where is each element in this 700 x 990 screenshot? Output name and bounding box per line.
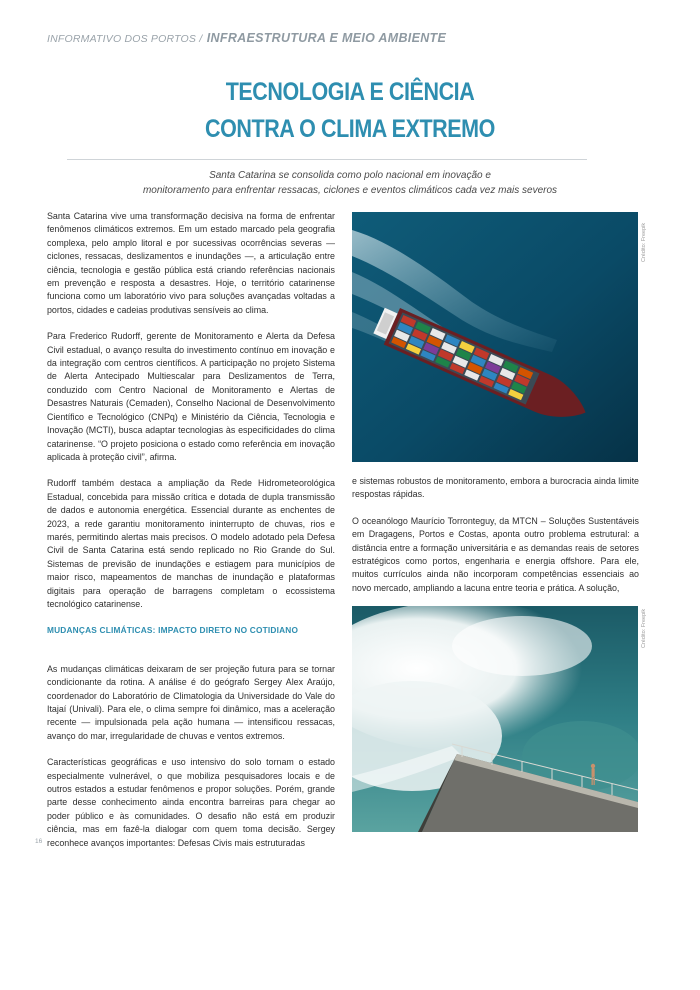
ship-photo-credit: Crédito: Freepik [641, 222, 647, 262]
section-subheading: MUDANÇAS CLIMÁTICAS: IMPACTO DIRETO NO COTIDIANO [47, 625, 299, 636]
running-header [47, 29, 446, 47]
section-name: INFRAESTRUTURA E MEIO AMBIENTE [206, 31, 447, 45]
page-number: 16 [35, 838, 43, 845]
paragraph: O oceanólogo Maurício Torronteguy, da MTCN – Soluções Sustentáveis em Dragagens, Portos e Costas, aponta outro problema estrutural: a distância entre a formação universitária e as demandas reais de setores estratégicos como portos, engenharia e energia offshore. Para ele, muitos currículos ainda não incorporam competências essenciais ao novo mercado, ampliando a lacuna entre teoria e prática. A solução, [352, 515, 639, 593]
right-column [352, 475, 639, 608]
paragraph: Santa Catarina vive uma transformação decisiva na forma de enfrentar fenômenos climáticos extremos. Em um estado marcado pela geografia complexa, pelo amplo litoral e por sucessivas ocorrências severas — ciclones, ressacas, deslizamentos e inundações —, a articulação entre ciência, tecnologia e gestão pública está criando referências nacionais em prevenção e resposta a desastres. Hoje, o território catarinense funciona como um laboratório vivo para soluções avançadas voltadas a portos, cidades e cadeias produtivas sensíveis ao clima. [47, 211, 335, 315]
paragraph: e sistemas robustos de monitoramento, embora a burocracia ainda limite respostas rápidas. [352, 476, 639, 500]
paragraph: Para Frederico Rudorff, gerente de Monitoramento e Alerta da Defesa Civil estadual, o avanço resulta do investimento contínuo em inovação e da integração com centros científicos. A participação no projeto Sistema de Alerta Antecipado Multiescalar para Deslizamentos de Terra, conduzido com Centro Nacional de Monitoramento e Alertas de Desastres Naturais (Cemaden), Conselho Nacional de Desenvolvimento Científico e Tecnológico (CNPq) e Ministério da Ciência, Tecnologia e Inovação (MCTI), busca adaptar tecnologias às especificidades do clima catarinense. “O projeto posiciona o estado como referência em inovação aplicada à proteção civil”, afirma. [47, 331, 335, 462]
title-divider [67, 159, 587, 160]
paragraph: As mudanças climáticas deixaram de ser projeção futura para se tornar condicionante da rotina. A análise é do geógrafo Sergey Alex Araújo, coordenador do Laboratório de Climatologia da Universidade do Vale do Itajaí (Univali). Para ele, o clima sempre foi dinâmico, mas a aceleração recente — impulsionada pela ação humana — intensificou ressacas, avanço do mar, irregularidade de chuvas e ventos extremos. [47, 663, 335, 741]
subtitle-line-2: monitoramento para enfrentar ressacas, ciclones e eventos climáticos cada vez mais severos [142, 184, 558, 196]
left-column [47, 210, 335, 863]
publication-name: INFORMATIVO DOS PORTOS / [47, 33, 203, 45]
paragraph: Características geográficas e uso intensivo do solo tornam o estado especialmente vulnerável, o que mobiliza pesquisadores locais e de outros estados a estudar fenômenos e propor soluções. Porém, grande parte desse conhecimento ainda encontra barreiras para chegar ao poder público e às comunidades. O desafio não está em produzir ciência, mas em fazê-la dialogar com quem toma decisão. Sergey reconhece avanços importantes: Defesas Civis mais estruturadas [47, 757, 335, 848]
cargo-ship-photo [352, 212, 638, 462]
waves-photo-credit: Crédito: Freepik [641, 608, 647, 648]
article-title-line-2: CONTRA O CLIMA EXTREMO [205, 115, 495, 143]
article-title-line-1: TECNOLOGIA E CIÊNCIA [225, 78, 475, 106]
article-subtitle [100, 169, 600, 198]
subtitle-line-1: Santa Catarina se consolida como polo nacional em inovação e [209, 170, 491, 181]
paragraph: Rudorff também destaca a ampliação da Rede Hidrometeorológica Estadual, concebida para missão crítica e dotada de dupla transmissão de dados e autonomia energética. Essencial durante as enchentes de 2023, a rede garantiu monitoramento ininterrupto de chuvas, rios e marés, permitindo alertas mais precisos. O modelo adotado pela Defesa Civil de Santa Catarina está sendo replicado no Rio Grande do Sul. Sistemas de previsão de inundações e estiagem para municípios de maior risco, mapeamentos de manchas de inundação e plataformas digitais para operação de barragens completam o ecossistema tecnológico catarinense. [47, 478, 335, 609]
waves-pier-photo [352, 606, 638, 832]
